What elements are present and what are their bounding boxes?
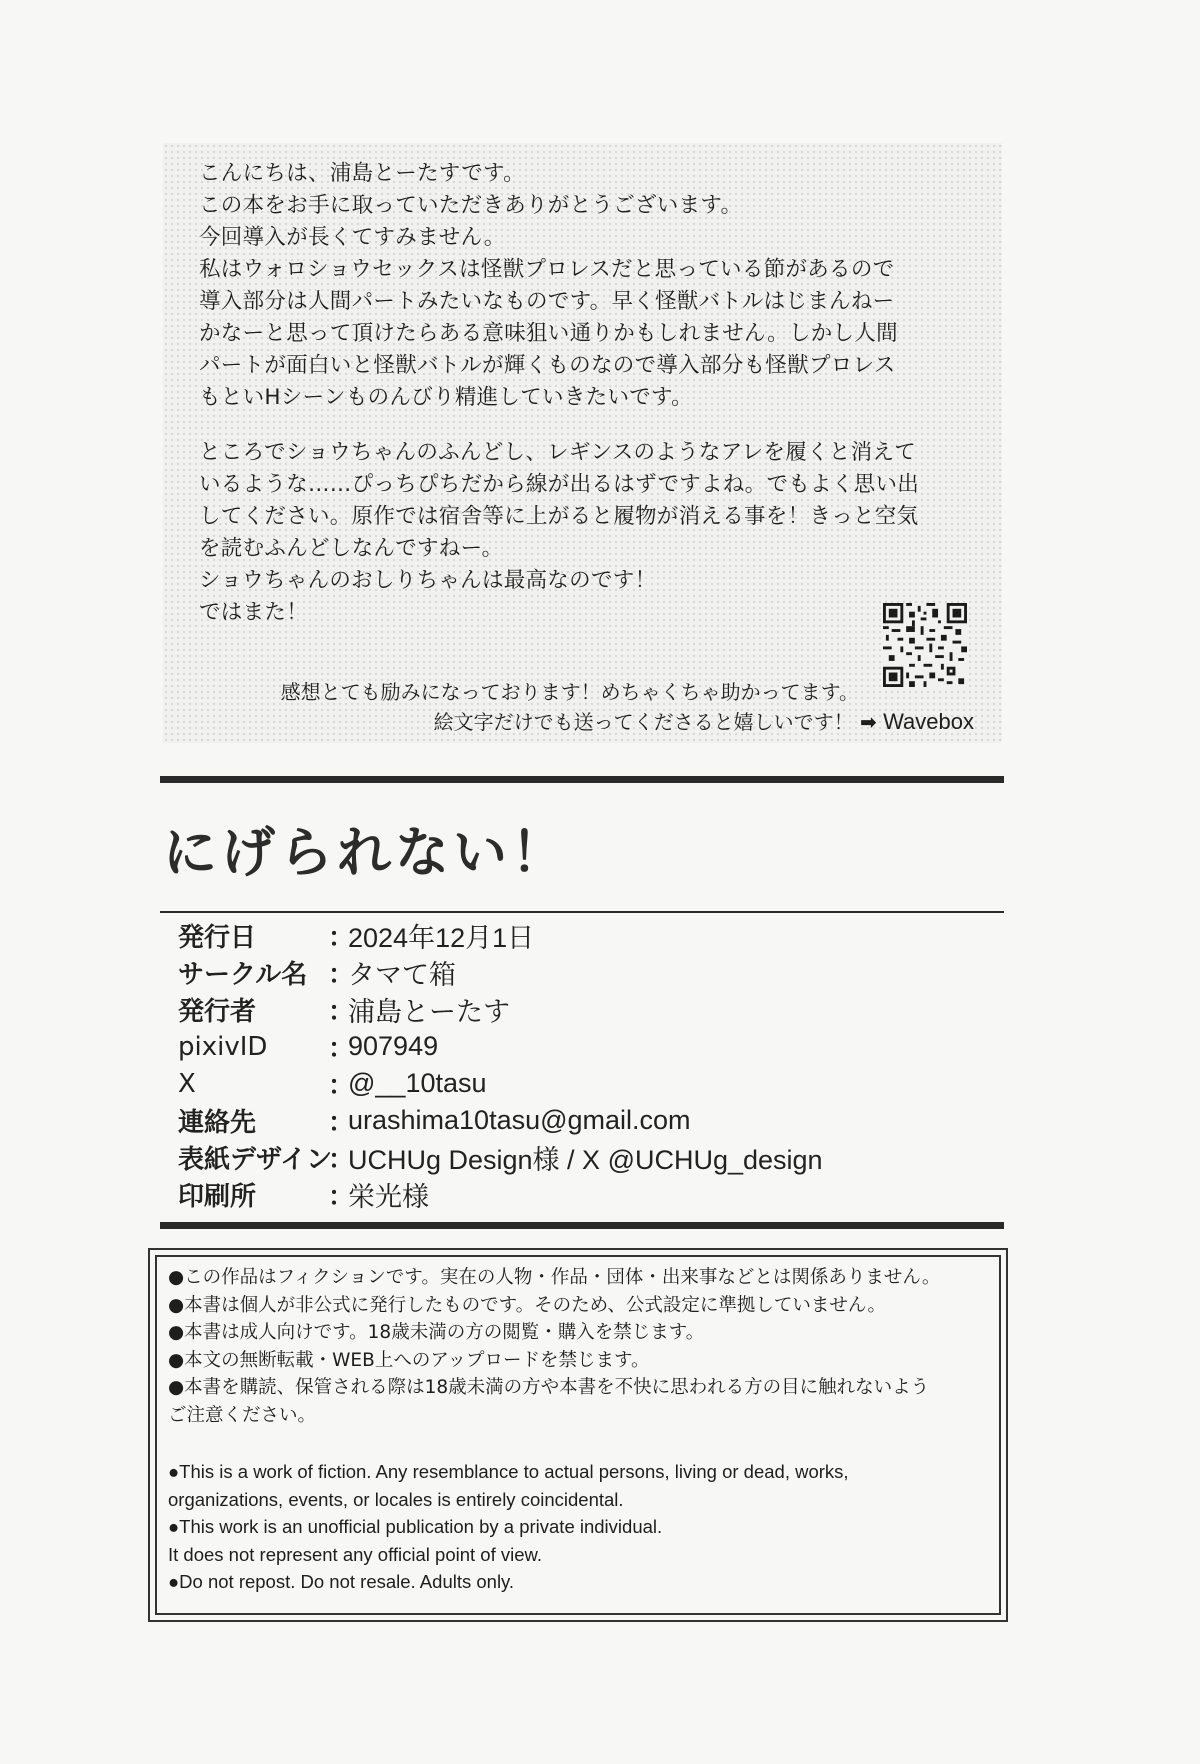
email-link[interactable]: urashima10tasu@gmail.com	[348, 1105, 691, 1135]
wavebox-qr-code-icon[interactable]	[883, 603, 967, 687]
afterword-line: パートが面白いと怪獣バトルが輝くものなので導入部分も怪獣プロレス	[199, 353, 896, 378]
thanks-line-2-text: 絵文字だけでも送ってくださると嬉しいです！	[433, 710, 854, 734]
afterword-line: ショウちゃんのおしりちゃんは最高なのです！	[199, 568, 657, 593]
afterword-box	[163, 143, 1002, 743]
notice-box	[148, 1248, 1008, 1622]
notice-line: ●本書は成人向けです。18歳未満の方の閲覧・購入を禁じます。	[168, 1322, 705, 1343]
colophon-label: サークル名	[178, 960, 308, 990]
colophon-colon: ：	[328, 1071, 355, 1101]
colophon-row-contact	[178, 1102, 998, 1139]
notice-line: ●この作品はフィクションです。実在の人物・作品・団体・出来事などとは関係ありません。	[168, 1267, 941, 1288]
colophon-label: 発行者	[178, 997, 257, 1027]
colophon-colon: ：	[328, 960, 355, 990]
afterword-line: こんにちは、浦島とーたすです。	[199, 161, 525, 186]
colophon-row-pixiv-id	[178, 1028, 998, 1065]
colophon-table	[178, 917, 998, 1213]
afterword-paragraph-2	[199, 437, 989, 629]
afterword-line: を読むふんどしなんですねー。	[199, 536, 504, 561]
afterword-line: いるような……ぴっちぴちだから線が出るはずですよね。でもよく思い出	[199, 472, 920, 497]
colophon-colon: ：	[328, 1145, 355, 1175]
colophon-row-printer	[178, 1176, 998, 1213]
notice-line: ●本書は個人が非公式に発行したものです。そのため、公式設定に準拠していません。	[168, 1294, 887, 1316]
wavebox-link[interactable]: Wavebox	[883, 709, 974, 734]
colophon-label: 表紙デザイン	[178, 1145, 333, 1175]
colophon-row-publisher	[178, 991, 998, 1028]
afterword-line: 私はウォロショウセックスは怪獣プロレスだと思っている節があるので	[199, 257, 895, 282]
colophon-colon: ：	[328, 1182, 355, 1212]
colophon-row-x	[178, 1065, 998, 1102]
colophon-value: 栄光様	[348, 1182, 429, 1212]
afterword-line: ではまた！	[199, 600, 309, 625]
colophon-label: X	[178, 1068, 196, 1099]
notice-line: ご注意ください。	[168, 1404, 317, 1426]
colophon-row-cover-design	[178, 1139, 998, 1176]
colophon-row-publish-date	[178, 917, 998, 954]
colophon-value: UCHUg Design様 / X @UCHUg_design	[348, 1145, 823, 1175]
colophon-label: 発行日	[178, 923, 257, 953]
thanks-line-2	[434, 706, 974, 735]
section-divider-thick	[160, 776, 1004, 783]
afterword-line: ところでショウちゃんのふんどし、レギンスのようなアレを履くと消えて	[199, 440, 917, 465]
afterword-line: もといHシーンものんびり精進していきたいです。	[199, 385, 693, 410]
colophon-row-circle-name	[178, 954, 998, 991]
colophon-label: 印刷所	[178, 1182, 257, 1212]
notice-line: ●Do not repost. Do not resale. Adults only.	[168, 1571, 515, 1592]
colophon-label: 連絡先	[178, 1108, 257, 1138]
colophon-value: 2024年12月1日	[348, 923, 535, 953]
notice-line: ●本文の無断転載・WEB上へのアップロードを禁じます。	[168, 1349, 650, 1371]
book-title: にげられない！	[163, 820, 569, 884]
afterword-line: してください。原作では宿舎等に上がると履物が消える事を！きっと空気	[199, 504, 919, 529]
notice-line: organizations, events, or locales is entirely coincidental.	[168, 1488, 624, 1510]
afterword-line: この本をお手に取っていただきありがとうございます。	[199, 193, 743, 218]
notice-line: ●This is a work of fiction. Any resemblance to actual persons, living or dead, works,	[168, 1461, 849, 1482]
colophon-label: pixivID	[178, 1031, 268, 1062]
colophon-value: 浦島とーたす	[348, 997, 510, 1027]
section-divider-thick	[160, 1222, 1004, 1229]
notice-line: ●This work is an unofficial publication by a private individual.	[168, 1516, 663, 1537]
colophon-colon: ：	[328, 1034, 355, 1064]
afterword-line: 導入部分は人間パートみたいなものです。早く怪獣バトルはじまんねー	[199, 289, 895, 314]
colophon-colon: ：	[328, 1108, 355, 1138]
colophon-colon: ：	[328, 923, 355, 953]
afterword-line: 今回導入が長くてすみません。	[199, 225, 506, 250]
thanks-line-1: 感想とても励みになっております！めちゃくちゃ助かってます。	[280, 680, 859, 704]
notice-english	[168, 1458, 849, 1596]
colophon-value: タマて箱	[348, 960, 456, 990]
afterword-paragraph-1	[199, 158, 989, 414]
colophon-colon: ：	[328, 997, 355, 1027]
x-handle-link[interactable]: @__10tasu	[348, 1068, 487, 1098]
right-arrow-icon: ➡	[859, 710, 877, 734]
notice-japanese	[168, 1264, 940, 1429]
notice-line: ●本書を購読、保管される際は18歳未満の方や本書を不快に思われる方の目に触れないよう	[168, 1377, 930, 1398]
notice-line: It does not represent any official point of view.	[168, 1543, 542, 1565]
afterword-line: かなーと思って頂けたらある意味狙い通りかもしれません。しかし人間	[199, 321, 898, 346]
colophon-value: 907949	[348, 1031, 439, 1061]
section-divider-thin	[160, 911, 1004, 913]
